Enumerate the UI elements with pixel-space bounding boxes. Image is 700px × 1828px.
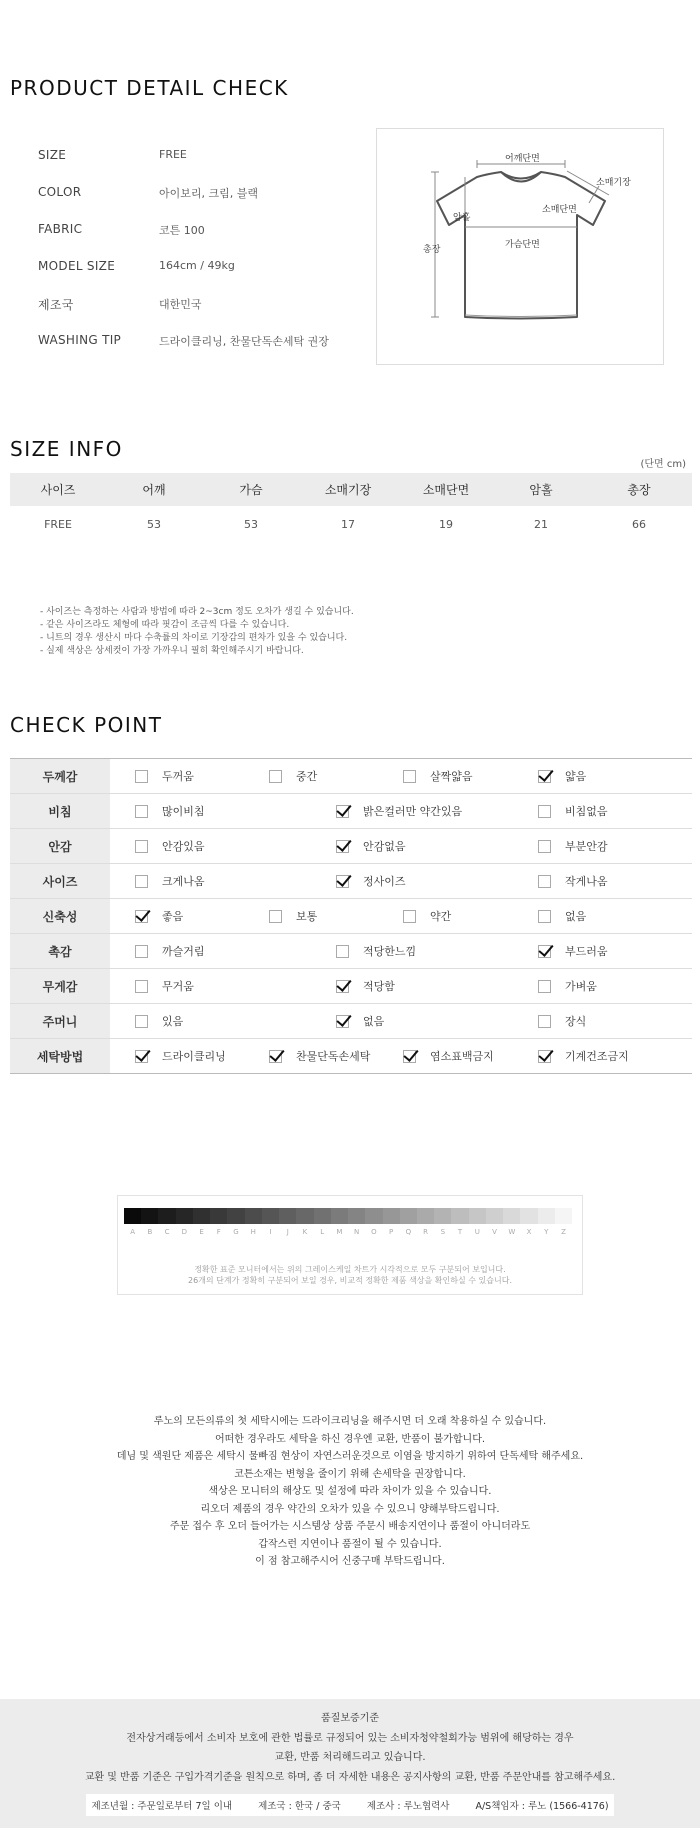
- check-option-label: 있음: [162, 1015, 184, 1028]
- care-notice-line: 리오더 제품의 경우 약간의 오차가 있을 수 있으니 양해부탁드립니다.: [200, 1503, 500, 1515]
- check-option: [336, 1004, 384, 1038]
- check-option: [538, 864, 608, 898]
- checkbox-checked-icon: [336, 875, 349, 888]
- check-option-label: 무거움: [162, 980, 194, 993]
- check-row: [10, 794, 692, 829]
- check-option-label: 없음: [363, 1015, 385, 1028]
- check-option: [269, 759, 317, 793]
- check-option: [538, 1004, 586, 1038]
- checkbox-empty-icon: [135, 770, 148, 783]
- detail-row: [38, 185, 358, 205]
- check-point-title: CHECK POINT: [10, 713, 163, 737]
- check-point-table: [10, 758, 692, 1074]
- check-option: [135, 1004, 183, 1038]
- check-row: [10, 899, 692, 934]
- gray-letter: R: [423, 1228, 429, 1236]
- gray-letter: Y: [544, 1228, 549, 1236]
- check-row: [10, 969, 692, 1004]
- gray-letter: F: [216, 1228, 221, 1236]
- check-option-label: 작게나옴: [565, 875, 608, 888]
- manufacturing-info-item: 제조사 : 루노협력사: [366, 1801, 450, 1812]
- gray-letter: Q: [405, 1228, 412, 1236]
- check-row-label: 주머니: [10, 1004, 110, 1038]
- check-row-label: 촉감: [10, 934, 110, 968]
- gray-letter: O: [371, 1228, 377, 1236]
- check-row: [10, 829, 692, 864]
- detail-label: 제조국: [38, 298, 74, 312]
- gray-letter: B: [147, 1228, 153, 1236]
- product-detail-title: PRODUCT DETAIL CHECK: [10, 76, 289, 100]
- grayscale-note-line: 정확한 표준 모니터에서는 위의 그레이스케일 차트가 시각적으로 모두 구분되어 보입니다.: [194, 1265, 506, 1274]
- size-note-line: - 니트의 경우 생산시 마다 수축률의 차이로 기장감의 편차가 있을 수 있습니다.: [40, 633, 348, 643]
- check-option: [135, 864, 205, 898]
- checkbox-empty-icon: [538, 840, 551, 853]
- gray-step: [176, 1208, 193, 1224]
- size-value-cell: 17: [341, 517, 355, 531]
- check-option-label: 정사이즈: [363, 875, 406, 888]
- grayscale-note-line: 26개의 단계가 정확히 구분되어 보일 경우, 비교적 정확한 제품 색상을 확인하실 수 있습니다.: [188, 1276, 512, 1285]
- check-option-label: 안감없음: [363, 840, 406, 853]
- check-row-label: 신축성: [10, 899, 110, 933]
- gray-letter: P: [389, 1228, 394, 1236]
- gray-step: [469, 1208, 486, 1224]
- check-option: [135, 1039, 226, 1073]
- gray-letter: D: [181, 1228, 188, 1236]
- size-header-cell: 소매단면: [422, 483, 470, 497]
- gray-step: [158, 1208, 175, 1224]
- gray-letter: U: [474, 1228, 480, 1236]
- care-notice-line: 루노의 모든의류의 첫 세탁시에는 드라이크리닝을 해주시면 더 오래 착용하실 수 있습니다.: [153, 1416, 547, 1427]
- checkbox-empty-icon: [135, 945, 148, 958]
- gray-step: [451, 1208, 468, 1224]
- care-notice-line: 이 점 참고해주시어 신중구매 부탁드립니다.: [255, 1556, 445, 1567]
- checkbox-empty-icon: [403, 770, 416, 783]
- quality-guarantee-heading: 품질보증기준: [321, 1713, 379, 1724]
- check-option: [135, 794, 205, 828]
- detail-value: 드라이클리닝, 찬물단독손세탁 권장: [159, 335, 329, 348]
- gray-step: [193, 1208, 210, 1224]
- care-notice-line: 데님 및 색원단 제품은 세탁시 물빠짐 현상이 자연스러운것으로 이염을 방지하기 위하여 단독세탁 해주세요.: [116, 1451, 584, 1462]
- checkbox-checked-icon: [538, 945, 551, 958]
- checkbox-empty-icon: [538, 805, 551, 818]
- check-option-label: 드라이클리닝: [162, 1050, 226, 1063]
- checkbox-empty-icon: [135, 980, 148, 993]
- check-row: [10, 1004, 692, 1039]
- check-option: [135, 969, 194, 1003]
- diagram-label-armhole: 암홀: [453, 213, 471, 223]
- checkbox-checked-icon: [538, 770, 551, 783]
- grayscale-chart: [117, 1195, 583, 1295]
- size-header-cell: 어깨: [142, 483, 166, 497]
- gray-step: [417, 1208, 434, 1224]
- check-option: [538, 934, 608, 968]
- gray-step: [348, 1208, 365, 1224]
- checkbox-empty-icon: [269, 770, 282, 783]
- check-option-label: 적당함: [363, 980, 395, 993]
- check-option-label: 없음: [565, 910, 587, 923]
- manufacturing-info: [86, 1794, 614, 1816]
- grayscale-strip: [124, 1208, 572, 1224]
- gray-step: [486, 1208, 503, 1224]
- checkbox-empty-icon: [538, 1015, 551, 1028]
- check-option-label: 보통: [296, 910, 318, 923]
- gray-letter: Z: [561, 1228, 566, 1236]
- checkbox-checked-icon: [269, 1050, 282, 1063]
- detail-label: WASHING TIP: [38, 333, 122, 347]
- gray-letter: L: [320, 1228, 325, 1236]
- checkbox-checked-icon: [538, 1050, 551, 1063]
- care-notice-line: 갑작스런 지연이나 품절이 될 수 있습니다.: [258, 1538, 442, 1550]
- detail-row: [38, 148, 358, 168]
- checkbox-checked-icon: [135, 1050, 148, 1063]
- detail-value: 대한민국: [159, 298, 202, 311]
- tshirt-measurement-diagram: [376, 128, 664, 365]
- gray-step: [331, 1208, 348, 1224]
- detail-label: COLOR: [38, 185, 82, 199]
- checkbox-checked-icon: [336, 980, 349, 993]
- check-option-label: 장식: [565, 1015, 587, 1028]
- gray-step: [296, 1208, 313, 1224]
- gray-step: [383, 1208, 400, 1224]
- gray-letter: G: [233, 1228, 239, 1236]
- quality-guarantee-line: 교환 및 반품 기준은 구입가격기준을 원칙으로 하며, 좀 더 자세한 내용은 공지사항의 교환, 반품 주문안내를 참고해주세요.: [84, 1771, 616, 1783]
- detail-row: [38, 222, 358, 242]
- check-option-label: 염소표백금지: [430, 1050, 494, 1063]
- check-option-label: 살짝얇음: [430, 770, 473, 783]
- gray-letter: W: [508, 1228, 516, 1236]
- detail-value: 코튼 100: [159, 224, 205, 237]
- gray-letter: C: [164, 1228, 170, 1236]
- check-option: [538, 969, 597, 1003]
- check-option-label: 두꺼움: [162, 770, 194, 783]
- gray-step: [555, 1208, 572, 1224]
- check-option-label: 안감있음: [162, 840, 205, 853]
- check-option-label: 까슬거림: [162, 945, 205, 958]
- check-option: [269, 899, 317, 933]
- check-row-label: 세탁방법: [10, 1039, 110, 1073]
- detail-label: FABRIC: [38, 222, 83, 236]
- gray-step: [520, 1208, 537, 1224]
- size-value-cell: FREE: [44, 517, 72, 531]
- gray-step: [245, 1208, 262, 1224]
- gray-step: [538, 1208, 555, 1224]
- check-option: [403, 1039, 494, 1073]
- gray-step: [262, 1208, 279, 1224]
- check-option-label: 크게나옴: [162, 875, 205, 888]
- gray-step: [227, 1208, 244, 1224]
- gray-step: [210, 1208, 227, 1224]
- check-option: [336, 829, 406, 863]
- care-notice: [0, 1413, 700, 1571]
- check-option-label: 부분안감: [565, 840, 608, 853]
- detail-row: [38, 296, 358, 316]
- check-option: [538, 1039, 629, 1073]
- gray-step: [314, 1208, 331, 1224]
- size-note-line: - 같은 사이즈라도 체형에 따라 핏감이 조금씩 다를 수 있습니다.: [40, 620, 290, 630]
- detail-label: SIZE: [38, 148, 67, 162]
- check-option-label: 비침없음: [565, 805, 608, 818]
- check-option-label: 부드러움: [565, 945, 608, 958]
- care-notice-line: 색상은 모니터의 해상도 및 설정에 따라 차이가 있을 수 있습니다.: [208, 1486, 492, 1497]
- diagram-label-sleeve-length: 소매기장: [596, 178, 631, 188]
- check-option-label: 밝은컬러만 약간있음: [363, 805, 463, 818]
- gray-step: [400, 1208, 417, 1224]
- size-header-cell: 암홀: [529, 483, 553, 497]
- care-notice-line: 주문 접수 후 오더 들어가는 시스템상 상품 주문시 배송지연이나 품절이 아니더라도: [169, 1521, 531, 1532]
- size-value-cell: 53: [147, 517, 161, 531]
- detail-row: [38, 333, 358, 353]
- check-option: [135, 899, 183, 933]
- check-option: [135, 759, 194, 793]
- care-notice-line: 어떠한 경우라도 세탁을 하신 경우엔 교환, 반품이 불가합니다.: [214, 1433, 486, 1445]
- care-notice-line: 코튼소재는 변형을 줄이기 위해 손세탁을 권장합니다.: [234, 1468, 466, 1480]
- checkbox-empty-icon: [135, 875, 148, 888]
- detail-label: MODEL SIZE: [38, 259, 116, 273]
- checkbox-checked-icon: [135, 910, 148, 923]
- check-option: [403, 899, 451, 933]
- checkbox-empty-icon: [538, 980, 551, 993]
- gray-letter: K: [302, 1228, 308, 1236]
- quality-guarantee-text: [0, 1709, 700, 1787]
- check-option-label: 찬물단독손세탁: [296, 1050, 371, 1063]
- gray-letter: J: [286, 1228, 289, 1236]
- detail-value: FREE: [159, 148, 187, 161]
- check-row: [10, 864, 692, 899]
- gray-letter: H: [250, 1228, 256, 1236]
- size-value-cell: 66: [632, 517, 646, 531]
- gray-letter: E: [199, 1228, 204, 1236]
- detail-value: 164cm / 49kg: [159, 259, 235, 272]
- check-option-label: 중간: [296, 770, 318, 783]
- detail-value: 아이보리, 크림, 블랙: [159, 187, 258, 200]
- check-option-label: 약간: [430, 910, 452, 923]
- size-note-line: - 사이즈는 측정하는 사람과 방법에 따라 2~3cm 정도 오차가 생길 수 있습니다.: [40, 607, 354, 617]
- checkbox-checked-icon: [403, 1050, 416, 1063]
- checkbox-empty-icon: [269, 910, 282, 923]
- size-notes: [40, 606, 354, 658]
- footer: [0, 1699, 700, 1828]
- gray-letter: A: [130, 1228, 136, 1236]
- check-option: [336, 934, 416, 968]
- gray-step: [434, 1208, 451, 1224]
- check-option-label: 얇음: [565, 770, 587, 783]
- check-option: [336, 794, 462, 828]
- checkbox-checked-icon: [336, 840, 349, 853]
- check-option-label: 적당한느낌: [363, 945, 417, 958]
- checkbox-empty-icon: [538, 910, 551, 923]
- check-option: [336, 864, 406, 898]
- check-option-label: 좋음: [162, 910, 184, 923]
- size-table-row: [10, 506, 692, 542]
- check-row: [10, 759, 692, 794]
- checkbox-empty-icon: [403, 910, 416, 923]
- check-option: [269, 1039, 370, 1073]
- check-row: [10, 934, 692, 969]
- gray-letter: V: [492, 1228, 497, 1236]
- gray-letter: S: [440, 1228, 446, 1236]
- check-row-label: 무게감: [10, 969, 110, 1003]
- gray-step: [365, 1208, 382, 1224]
- size-table-header: [10, 473, 692, 506]
- gray-step: [503, 1208, 520, 1224]
- checkbox-checked-icon: [336, 1015, 349, 1028]
- size-value-cell: 19: [439, 517, 453, 531]
- check-option: [135, 934, 205, 968]
- check-option-label: 가벼움: [565, 980, 597, 993]
- size-info-title: SIZE INFO: [10, 437, 123, 461]
- manufacturing-info-item: 제조년월 : 주문일로부터 7일 이내: [91, 1801, 233, 1812]
- checkbox-empty-icon: [135, 805, 148, 818]
- check-option: [538, 899, 586, 933]
- gray-letter: N: [354, 1228, 360, 1236]
- size-value-cell: 21: [534, 517, 548, 531]
- gray-step: [124, 1208, 141, 1224]
- gray-step: [141, 1208, 158, 1224]
- checkbox-empty-icon: [135, 840, 148, 853]
- manufacturing-info-item: A/S책임자 : 루노 (1566-4176): [475, 1801, 609, 1812]
- check-option: [135, 829, 205, 863]
- check-option: [336, 969, 395, 1003]
- manufacturing-info-item: 제조국 : 한국 / 중국: [258, 1801, 341, 1812]
- detail-row: [38, 259, 358, 279]
- diagram-label-shoulder: 어깨단면: [505, 154, 540, 164]
- check-option: [538, 759, 586, 793]
- size-header-cell: 총장: [627, 483, 651, 497]
- size-header-cell: 사이즈: [40, 483, 76, 497]
- check-row-label: 비침: [10, 794, 110, 828]
- check-option-label: 기계건조금지: [565, 1050, 629, 1063]
- gray-letter: T: [457, 1228, 463, 1236]
- checkbox-checked-icon: [336, 805, 349, 818]
- size-note-line: - 실제 색상은 상세컷이 가장 가까우니 필히 확인해주시기 바랍니다.: [40, 646, 304, 656]
- gray-letter: I: [269, 1228, 272, 1236]
- check-option: [403, 759, 473, 793]
- check-option: [538, 794, 608, 828]
- check-row-label: 안감: [10, 829, 110, 863]
- grayscale-letters: [124, 1228, 572, 1236]
- size-header-cell: 소매기장: [324, 483, 372, 497]
- gray-letter: M: [336, 1228, 343, 1236]
- size-unit: (단면 cm): [640, 459, 686, 470]
- quality-guarantee-line: 교환, 반품 처리해드리고 있습니다.: [274, 1752, 426, 1763]
- check-row-label: 사이즈: [10, 864, 110, 898]
- gray-step: [279, 1208, 296, 1224]
- check-option: [538, 829, 608, 863]
- diagram-label-sleeve-width: 소매단면: [542, 205, 577, 215]
- checkbox-empty-icon: [336, 945, 349, 958]
- size-header-cell: 가슴: [239, 483, 263, 497]
- check-row-label: 두께감: [10, 759, 110, 793]
- checkbox-empty-icon: [135, 1015, 148, 1028]
- grayscale-note: [118, 1264, 582, 1286]
- checkbox-empty-icon: [538, 875, 551, 888]
- gray-letter: X: [526, 1228, 532, 1236]
- quality-guarantee-line: 전자상거래등에서 소비자 보호에 관한 법률로 규정되어 있는 소비자청약철회가능 범위에 해당하는 경우: [126, 1732, 574, 1744]
- check-row: [10, 1039, 692, 1074]
- size-value-cell: 53: [244, 517, 258, 531]
- check-option-label: 많이비침: [162, 805, 205, 818]
- diagram-label-chest: 가슴단면: [505, 240, 540, 250]
- diagram-label-length: 총장: [423, 245, 441, 255]
